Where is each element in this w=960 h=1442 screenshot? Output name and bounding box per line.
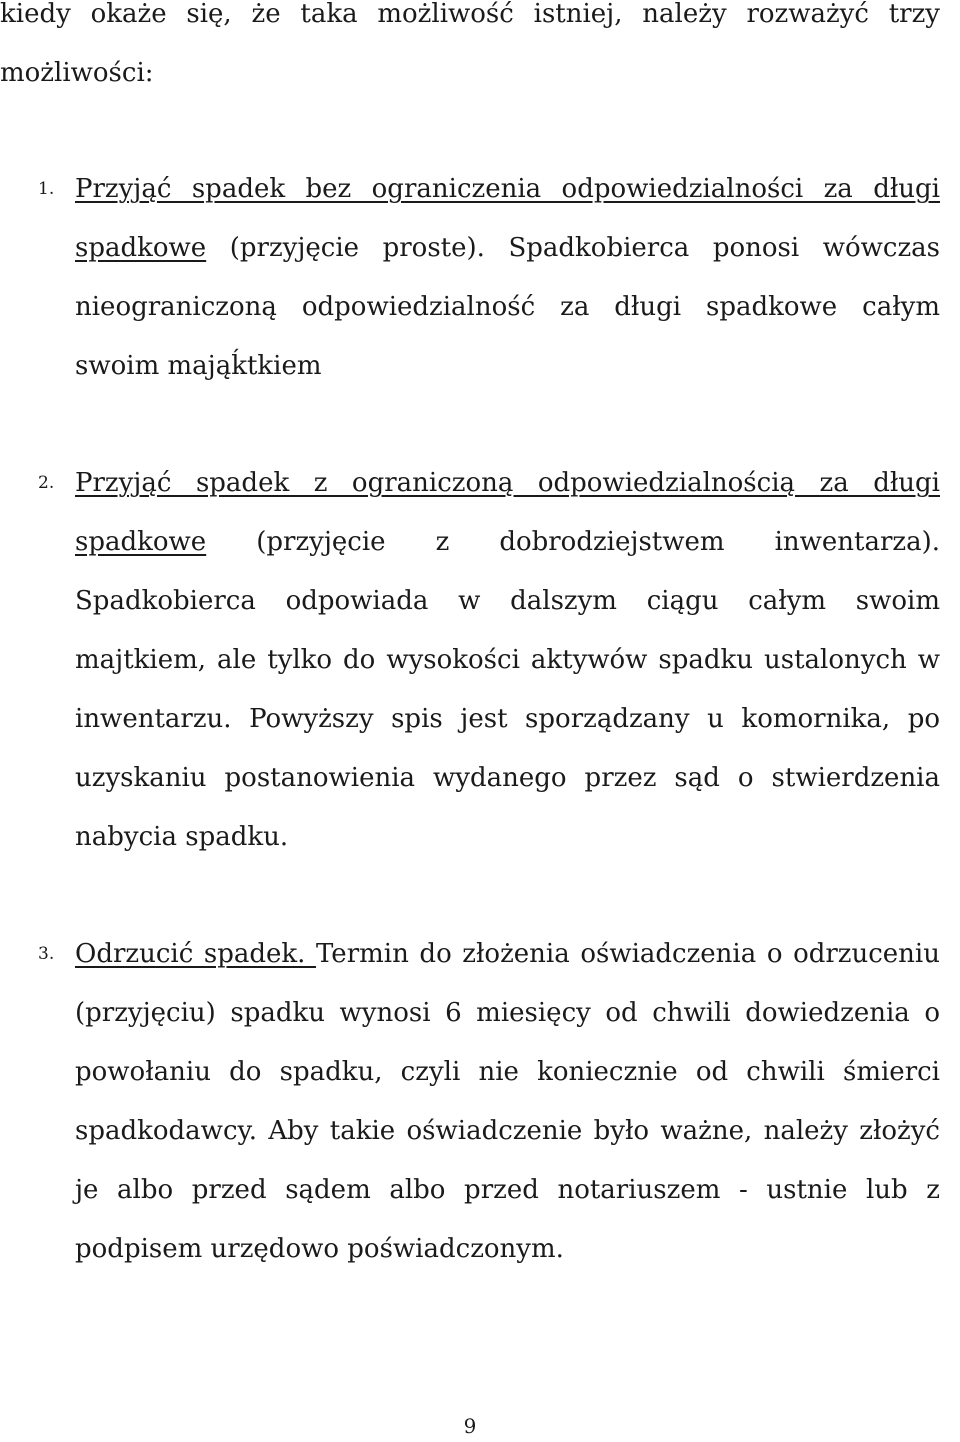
option-heading: Odrzucić spadek.: [75, 939, 316, 969]
list-item: [75, 925, 940, 1279]
option-text: (przyjęcie proste). Spadkobierca ponosi wówczas nieograniczoną odpowiedzialność za długi spadkowe całym swoim mająḱtkiem: [75, 233, 940, 381]
option-heading: Przyjąć spadek bez ograniczenia odpowiedzialności za długi spadkowe: [75, 174, 940, 263]
option-heading: Przyjąć spadek z ograniczoną odpowiedzialnością za długi spadkowe: [75, 468, 940, 557]
option-text: (przyjęcie z dobrodziejstwem inwentarza). Spadkobierca odpowiada w dalszym ciągu całym swoim majtkiem, ale tylko do wysokości aktywów spadku ustalonych w inwentarzu. Powyższy spis jest sporządzany u komornika, po uzyskaniu postanowienia wydanego przez sąd o stwierdzenia nabycia spadku.: [75, 527, 940, 852]
list-number: 3.: [38, 944, 55, 964]
option-text: Termin do złożenia oświadczenia o odrzuceniu (przyjęciu) spadku wynosi 6 miesięcy od chwili dowiedzenia o powołaniu do spadku, czyli nie koniecznie od chwili śmierci spadkodawcy. Aby takie oświadczenie było ważne, należy złożyć je albo przed sądem albo przed notariuszem - ustnie lub z podpisem urzędowo poświadczonym.: [75, 939, 940, 1264]
intro-paragraph: kiedy okaże się, że taka możliwość istniej, należy rozważyć trzy możliwości:: [0, 0, 940, 88]
page-number: 9: [463, 1414, 477, 1438]
list-number: 2.: [38, 473, 55, 493]
list-item: [75, 454, 940, 867]
list-number: 1.: [38, 179, 55, 199]
list-item: [75, 160, 940, 396]
